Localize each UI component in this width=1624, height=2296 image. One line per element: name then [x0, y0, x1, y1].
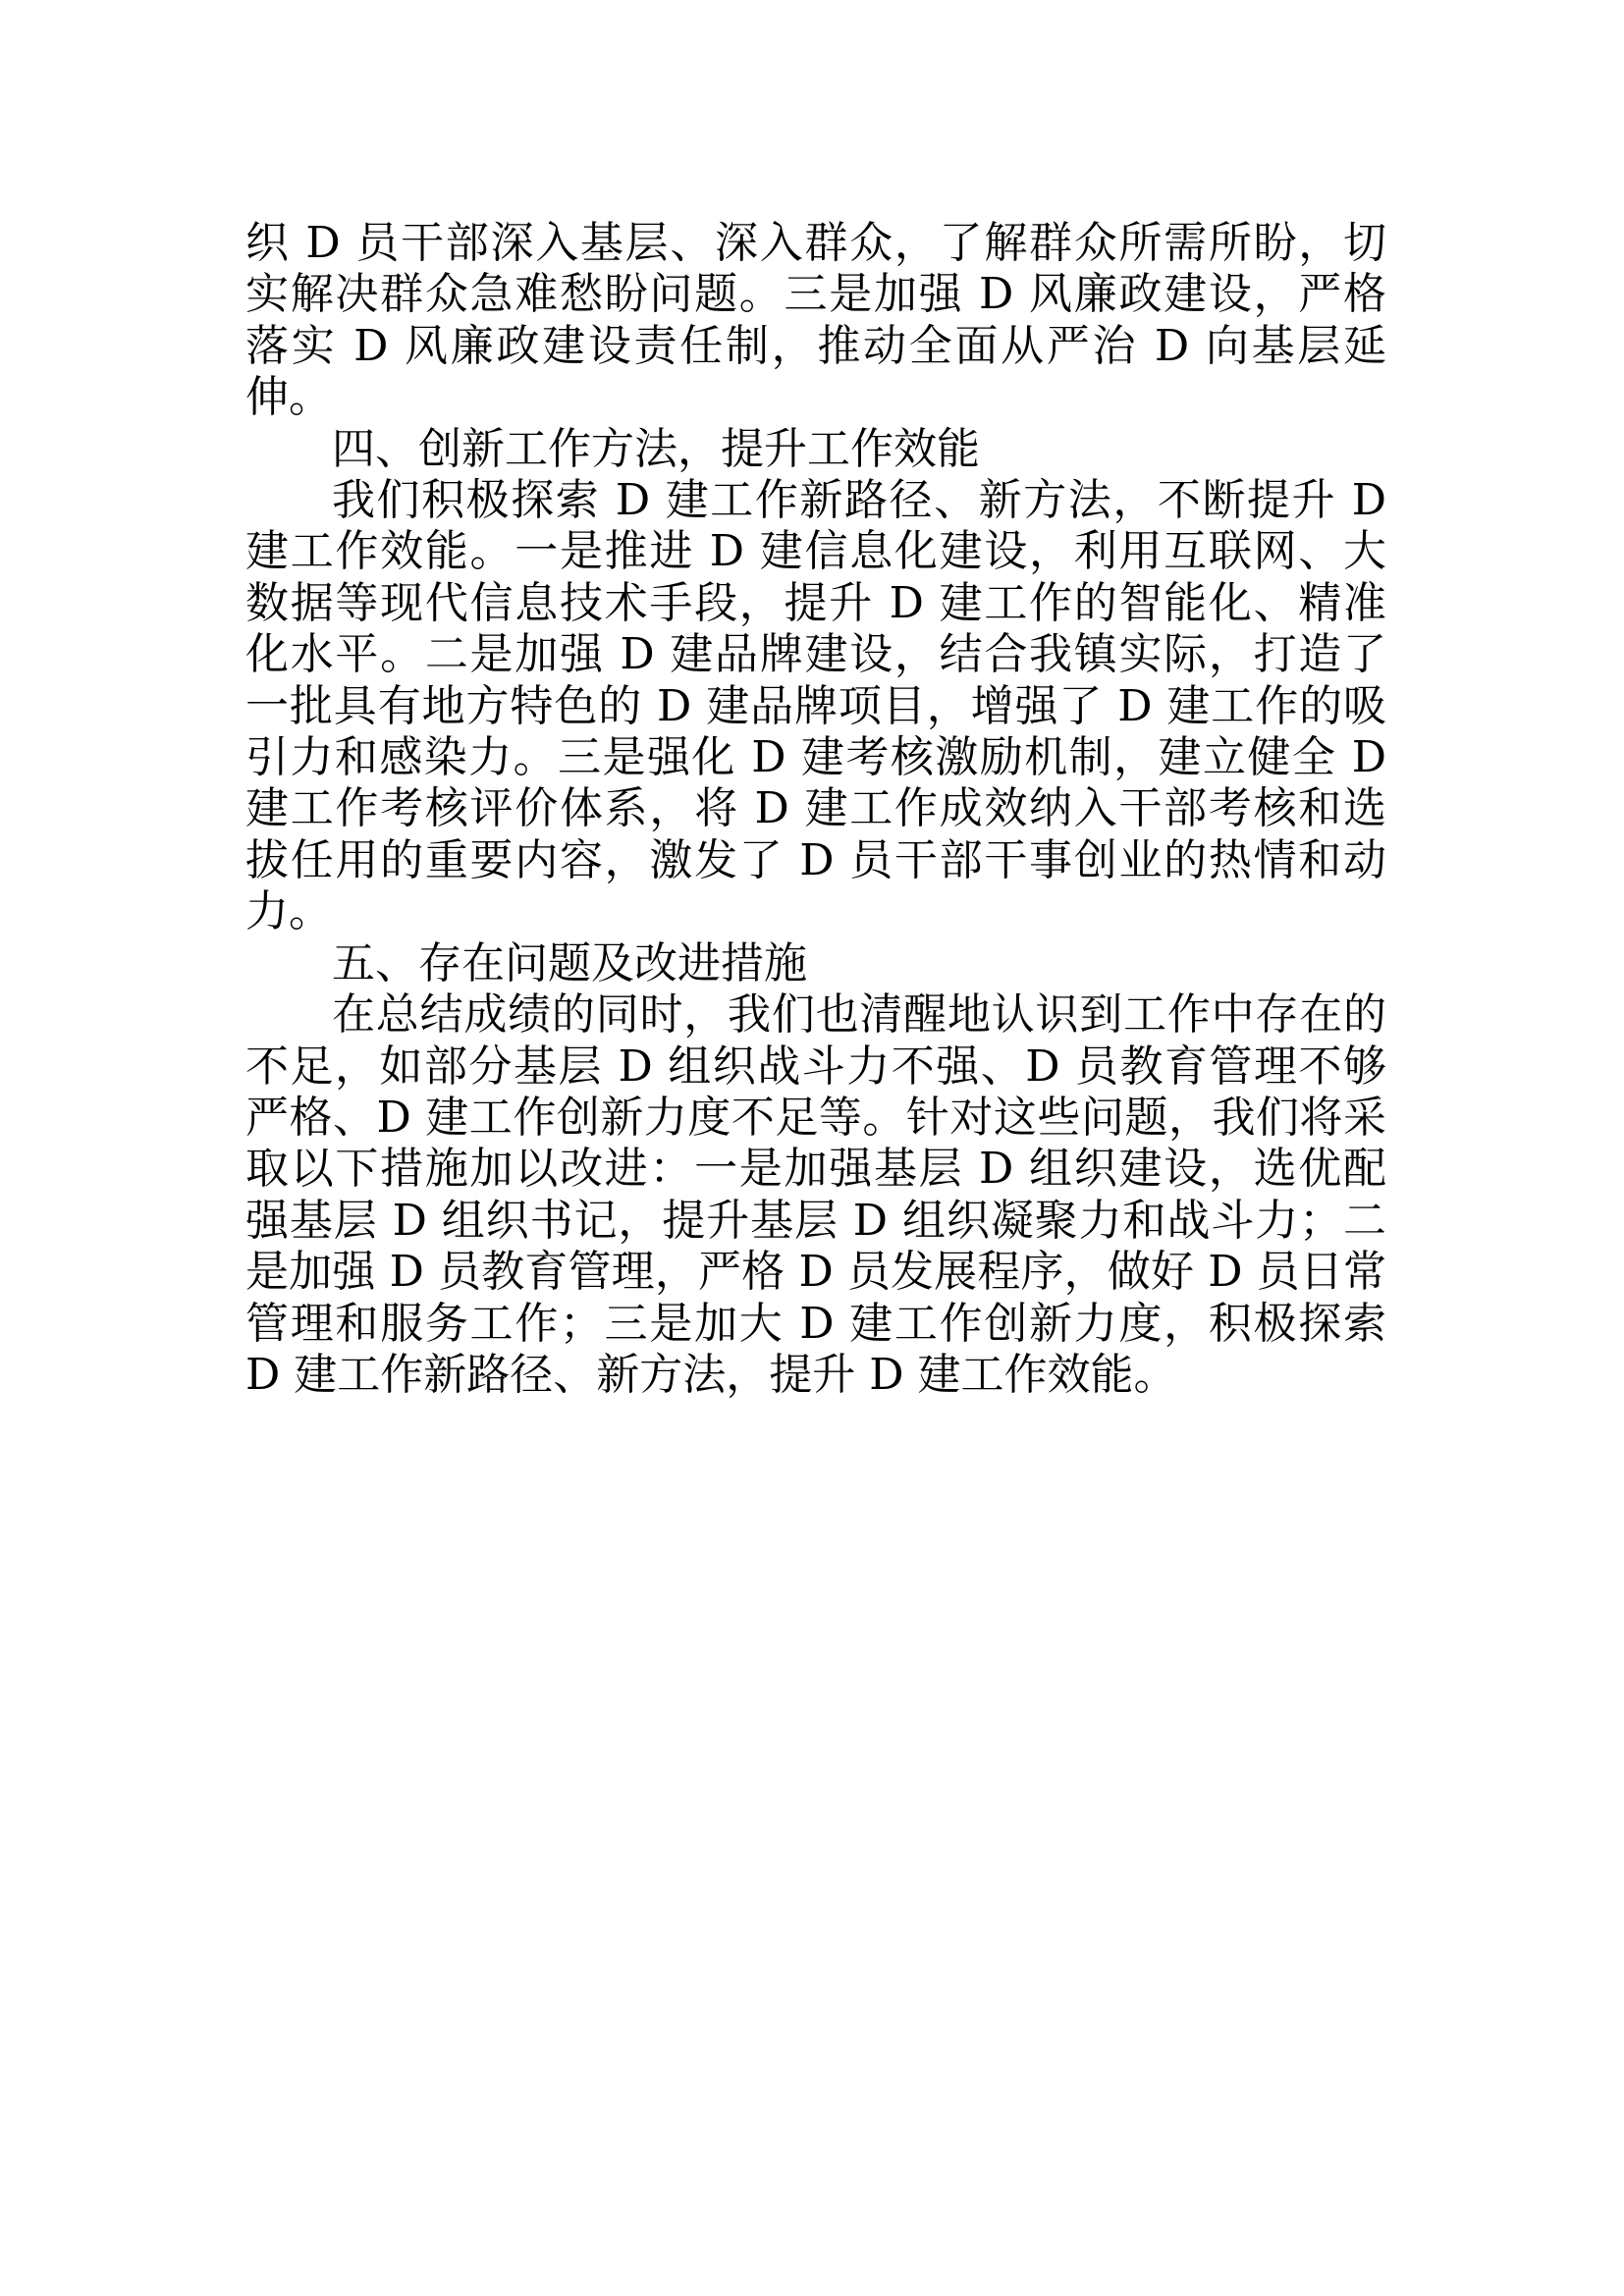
section-heading: 五、存在问题及改进措施: [332, 937, 807, 988]
body-paragraph: 在总结成绩的同时，我们也清醒地认识到工作中存在的不足，如部分基层 D 组织战斗力不强、D 员教育管理不够严格、D 建工作创新力度不足等。针对这些问题，我们将采取以下措施加以改进：一是加强基层 D 组织建设，选优配强基层 D 组织书记，提升基层 D 组织凝聚力和战斗力；二是加强 D 员教育管理，严格 D 员发展程序，做好 D 员日常管理和服务工作；三是加大 D 建工作创新力度，积极探索 D 建工作新路径、新方法，提升 D 建工作效能。: [245, 989, 1386, 1400]
body-paragraph: 织 D 员干部深入基层、深入群众，了解群众所需所盼，切实解决群众急难愁盼问题。三是加强 D 风廉政建设，严格落实 D 风廉政建设责任制，推动全面从严治 D 向基层延伸。: [245, 218, 1386, 423]
section-heading: 四、创新工作方法，提升工作效能: [332, 423, 980, 474]
body-paragraph: 我们积极探索 D 建工作新路径、新方法，不断提升 D 建工作效能。一是推进 D 建信息化建设，利用互联网、大数据等现代信息技术手段，提升 D 建工作的智能化、精准化水平。二是加强 D 建品牌建设，结合我镇实际，打造了一批具有地方特色的 D 建品牌项目，增强了 D 建工作的吸引力和感染力。三是强化 D 建考核激励机制，建立健全 D 建工作考核评价体系，将 D 建工作成效纳入干部考核和选拔任用的重要内容，激发了 D 员干部干事创业的热情和动力。: [245, 475, 1386, 937]
document-body: [245, 218, 1386, 1401]
